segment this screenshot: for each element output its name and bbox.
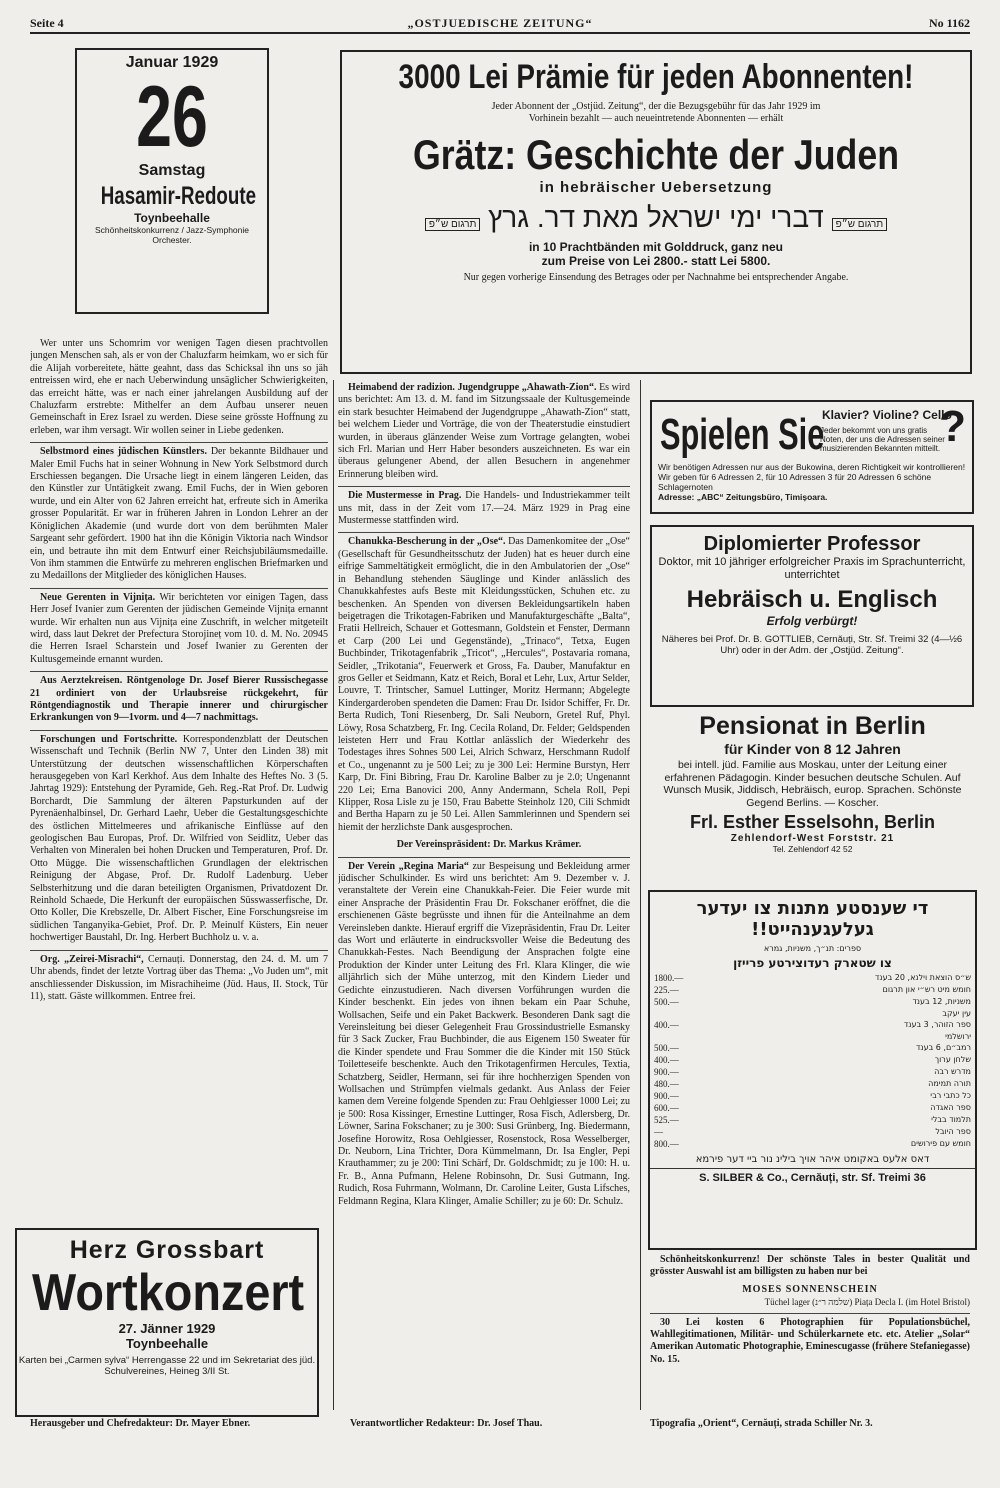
prof-sub: Hebräisch u. Englisch: [686, 586, 938, 613]
price-row: [650, 1114, 975, 1126]
pension-text: bei intell. jüd. Familie aus Moskau, unter der Leitung einer erfahrenen Pädagogin. Kinder besuchen deutsche Schulen. Auf Wunsch Musik, Jiddisch, Hebräisch, europ. Sprachen. Schönste Gegend Berlins. — Koscher.: [663, 759, 962, 809]
calendar-weekday: Samstag: [138, 162, 206, 179]
pensionat-ad: [650, 712, 975, 880]
article: Selbstmord eines jüdischen Künstlers. Der bekannte Bildhauer und Maler Emil Fuchs hat in seiner Wohnung in New York Selbstmord durch Erschiessen begangen. Die Ursache liegt in einem längeren Leiden, das den Künstler zur Untätigkeit zwang. Emil Fuchs, der in Wien geboren wurde, und ein Alter von 62 Jahren erreicht hat, erfreute sich in Amerika grosser Popularität. Er war in früheren Jahren in London Lehrer an der Königlichen Akademie (und wurde dort von dem berühmten Maler Sargeant sehr gefördert. 1900 hat ihn die Königin Viktoria nach Windsor ein, und betraute ihn mit dem Entwurf einer Reichsjubiläumsmedaille. Von ihm stammen die Entwürfe zu mehreren englischen Briefmarken und zu Medaillons der Mitglieder des königlichen Hauses.: [30, 442, 328, 582]
calendar-venue: Toynbeehalle: [134, 211, 210, 225]
prof-text: Doktor, mit 10 jähriger erfolgreicher Praxis im Sprachunterricht, unterrichtet: [658, 556, 966, 581]
row-price: 500.—: [654, 997, 679, 1007]
hebrew-books-ad: [648, 890, 977, 1250]
footer-editor: Verantwortlicher Redakteur: Dr. Josef Thau.: [350, 1418, 543, 1429]
graetz-subtitle: in hebräischer Uebersetzung: [539, 179, 773, 196]
spielen-big: Spielen Sie: [660, 410, 825, 459]
row-price: 400.—: [654, 1020, 679, 1030]
row-price: 500.—: [654, 1043, 679, 1053]
herz-name: Herz Grossbart: [69, 1236, 265, 1264]
column-divider-1: [333, 380, 334, 1410]
price-row: [650, 1042, 975, 1054]
row-price: 900.—: [654, 1067, 679, 1077]
row-price: 400.—: [654, 1055, 679, 1065]
heb-line: ספרים: תנ״ך, משניות, גמרא: [763, 944, 862, 953]
graetz-title: Grätz: Geschichte der Juden: [412, 131, 900, 178]
price-row: [650, 1090, 975, 1102]
row-title: מדרש רבה: [934, 1067, 971, 1076]
article: 30 Lei kosten 6 Photographien für Populationsbüchel, Wahllegitimationen, Militär- und Schülerkarnete etc. etc. Atelier „Solar“ Amerikan Automatic Photographie, Eminescugasse (frühere Stefaniegasse) No. 15.: [650, 1313, 970, 1367]
article: Forschungen und Fortschritte. Korrespondenzblatt der Deutschen Wissenschaft und Technik (Berlin NW 7, Unter den Linden 38) mit Unterstützung der deutschen wissenschaftlichen Körperschaften herausgegeben von Karl Kerkhof. Aus dem Inhalte des Heftes No. 3 (5. Jahrtag 1929): Entstehung der Pyramide, Geh. Reg.-Rat Prof. Dr. Ludwig Borchardt, Die Sammlung der älteren Papsturkunden auf der Pyrenäenhalbinsel, Dr. Gerhard Laehr, Ueber die Gestaltungsgeschichte des östlichen Mittelmeeres und afrikanische Einflüsse auf den geologischen Bau Europas, Prof. Dr. Wilfried von Seidlitz, Ueber das Verhalten von Mineralen bei hohen Drucken und Temperaturen, Prof. Dr. Otto Mügge. Die wissenschaftlichen Grundlagen der elektrischen Reinigung der Abgase, Prof. Dr. Rudolf Ladenburg. Ueber Selbsterhitzung und die daran beteiligten Organismen, Privatdozent Dr. Reinhold Schaede, Die Herkunft der europäischen Süsswasserfische, Dr. Otto Koller, Die Krebszelle, Dr. Albert Fischer, Eine Forschungsreise im südlichen Tanganyika-Gebiet, Prof. Dr. P. Meinulf Küsters, Ein neuer hochwertiger Baustahl, Dr. Ing. Herbert Buchholz u. v. a.: [30, 730, 328, 945]
graetz-headline: 3000 Lei Prämie für jeden Abonnenten!: [398, 58, 914, 96]
heb-head2: געלעגענהייט!!: [751, 919, 874, 940]
row-title: חומש עם פירושים: [910, 1139, 971, 1148]
row-price: [650, 1008, 698, 1019]
graetz-text: Jeder Abonnent der „Ostjüd. Zeitung“, der die Bezugsgebühr für das Jahr 1929 im Vorhinein bezahlt — auch neueintretende Abonnenten — erhält: [491, 101, 821, 124]
row-title: ספר היובל: [935, 1127, 971, 1136]
price-row: [650, 1054, 975, 1066]
price-row: [650, 1078, 975, 1090]
article: Heimabend der radizion. Jugendgruppe „Ahawath-Zion“. Es wird uns berichtet: Am 13. d. M. fand im Sitzungssaale der Kultusgemeinde ein stark besuchter Heimabend der Jugendgruppe „Ahawath-Zion“ statt, bei welchem Lieder und Vorträge, die von der Theaterstudie einstudiert wurden, in überaus glänzender Weise zum Vortrage gelangten, wobei sich Frl. Marian und Herr Haber besonders auszeichneten. Es war ein überaus gelungener Abend, der allen Besuchern in angenehmer Erinnerung bleiben wird.: [338, 382, 630, 480]
calendar-day: 26: [136, 69, 208, 165]
price-table: [650, 972, 975, 1150]
row-title: עין יעקב: [942, 1009, 971, 1018]
price-row: [650, 996, 975, 1008]
article: Schönheitskonkurrenz! Der schönste Tales in bester Qualität und grösster Auswahl ist am billigsten zu haben nur bei: [650, 1254, 970, 1278]
page-header: [30, 12, 970, 32]
price-row: [650, 1066, 975, 1078]
row-title: רמב״ם, 6 בענד: [916, 1043, 971, 1052]
price-row: [650, 984, 975, 996]
professor-ad: [650, 525, 974, 707]
spielen-ask: Klavier? Violine? Cello: [822, 408, 952, 422]
calendar-month: Januar 1929: [125, 54, 219, 71]
herz-grossbart-ad: [15, 1228, 319, 1417]
row-title: ש״ס הוצאת וילנא, 20 בענד: [875, 973, 971, 982]
graetz-small: Nur gegen vorherige Einsendung des Betrages oder per Nachnahme bei entsprechender Angabe.: [463, 272, 849, 283]
graetz-hebrew: [342, 202, 970, 234]
footer-printer: Tipografia „Orient“, Cernăuți, strada Schiller Nr. 3.: [650, 1418, 873, 1429]
article: Org. „Zeirei-Misrachi“, Cernauți. Donnerstag, den 24. d. M. um 7 Uhr abends, findet der letzte Vortrag über das Thema: „Vo Juden um“, mit anschliessender Diskussion, im Misrachiheime (Jüd. Haus, II. Stock, Tür 11), statt. Gäste willkommen. Entree frei.: [30, 950, 328, 1004]
article: Der Verein „Regina Maria“ zur Bespeisung und Bekleidung armer jüdischer Schulkinder. Es wird uns berichtet: Am 9. Dezember v. J. veranstaltete der Verein eine Chanukkah-Feier. Die Feier wurde mit einer Ansprache der Präsidentin Frau Dr. Fokschaner eröffnet, die die erschienenen Gäste begrüsste und ihnen für die Anteilnahme an dem Vereinsleben dankte. Hierauf ergriff die Vizepräsidentin, Frau Dr. Leiter das Wort und erläuterte in eindrucksvoller Weise die Bedeutung des Chanukkah-Festes. Nach Beendigung der Ansprachen folgte eine Produktion der Kinder unter Leitung des Frl. Klara Klinger, die wie alljährlich sich der Mühe unterzog, mit den Kindern Lieder und Gedichte einzustudieren. Nach diversen Vorführungen wurden die Kinder beschenkt. Ein jedes von ihnen bekam ein Paar Schuhe, Wollsachen, Seife und ein Paket Backwerk. Besonderen Dank sagt die Vereinsleitung bei dieser Gelegenheit Frau Grossindustrielle Esmansky für 3 Sack Zucker, Frau Buchbinder, die aus Eigenem 150 Sweater für die Kinder spendete und Frau Sommer die die Kinder mit 150 Stück Toiletteseife beschenkte. Auch den Trikotagenfirmen Hercules, Textia, Schatzberg, Seidler, Hermann, sei für ihre hochherzigen Spenden von Wollsachen und Strümpfen vielmals gedankt. Aus Anlass der Feier kamen dem Vereine folgende Spenden zu: Frau Oehlgiesser 1000 Lei; zu je 500: Rosa Kissinger, Ernestine Luttinger, Rosa Fisch, Adlersberg, Dr. Löwner, Sarina Fokschaner; zu je 300: Susi Grünberg, Ing. Biedermann, Josefine Horowitz, Rosa Oehlgiesser, Rosenstock, Rosa Wesselberger, Dr. Neuborn, Lina Trichter, Dora Kümmelmann, Dr. Isa Engler, Pepi Krauthammer; zu je 200: Tini Schärf, Dr. Goldschmidt; zu je 100: H. u. Fr. B., Anna Pufmann, Helene Robinsohn, Dr. Susi Gutmann, Ing. Rudich, Rosa Fuhrmann, Wolmann, Dr. Caroline Leiter, Gusta Lifsches, Feldmann Regina, Klara Klinger, Amalie Schiller; zu je 60: Dr. Schulz.: [338, 857, 630, 1208]
row-price: 1800.—: [654, 973, 684, 983]
article: Wer unter uns Schomrim vor wenigen Tagen diesen prachtvollen jungen Menschen sah, als er von der Chaluzfarm heimkam, wo er sich für die Alijah vorbereitete, hätte geahnt, dass das Schicksal ihn uns so jäh entreissen wird, ehe er nach Ueberwindung unsäglicher Schwierigkeiten, das erreicht hätte, was er nach einer jahrelangen Ausbildung auf der Chaluzfarm erstrebte: Mithelfer an dem Aufbau unserer neuen Gemeinschaft in Erez Israel zu werden. Diese seine grösste Hoffnung zu erleben, war ihm versagt. Wir wollen seiner in Liebe gedenken.: [30, 338, 328, 436]
row-title: תורה תמימה: [928, 1079, 971, 1088]
graetz-price: zum Preise von Lei 2800.- statt Lei 5800.: [541, 254, 771, 268]
price-row: [650, 1138, 975, 1150]
row-title: כל כתבי רבי: [930, 1091, 971, 1100]
pension-address: Zehlendorf-West Forststr. 21: [730, 833, 895, 844]
column-3-bottom: [650, 1254, 970, 1371]
price-row: [650, 1126, 975, 1138]
price-row: [650, 1019, 975, 1031]
row-price: —: [654, 1127, 663, 1137]
footer-publisher: Herausgeber und Chefredakteur: Dr. Mayer Ebner.: [30, 1418, 251, 1429]
graetz-tag-left: תרגום ש״פ: [425, 218, 481, 231]
prof-address: Näheres bei Prof. Dr. B. GOTTLIEB, Cernăuți, Str. Sf. Treimi 32 (4—½6 Uhr) oder in der Adm. der „Ostjüd. Zeitung“.: [661, 634, 963, 656]
row-price: 525.—: [654, 1115, 679, 1125]
calendar-note: Schönheitskonkurrenz / Jazz-Symphonie Orchester.: [94, 225, 250, 245]
prof-erfolg: Erfolg verbürgt!: [766, 614, 858, 628]
row-price: 480.—: [654, 1079, 679, 1089]
heb-head: די שענסטע מתנות צו יעדער: [696, 898, 929, 919]
price-row: [650, 1008, 975, 1019]
spielen-address: Adresse: „ABC“ Zeitungsbüro, Timișoara.: [658, 492, 828, 502]
row-price: 900.—: [654, 1091, 679, 1101]
pension-head: Pensionat in Berlin: [699, 712, 926, 740]
row-price: 225.—: [654, 985, 679, 995]
signature: Der Vereinspräsident: Dr. Markus Krämer.: [396, 839, 582, 851]
row-price: 600.—: [654, 1103, 679, 1113]
graetz-tag-right: תרגום ש״פ: [832, 218, 888, 231]
calendar-ad: [75, 48, 269, 314]
moses-sub: Tüchel lager (שלמה ר״נ) Piața Decla I. (im Hotel Bristol): [764, 1297, 970, 1308]
price-row: [650, 972, 975, 984]
graetz-ad: [340, 50, 972, 374]
heb-sub: צו שטארק רעדוצירטע פרייזן: [733, 956, 892, 970]
issue-number: No 1162: [928, 16, 970, 30]
row-price: [650, 1031, 698, 1042]
paper-name: „OSTJUEDISCHE ZEITUNG“: [407, 16, 593, 30]
price-row: [650, 1031, 975, 1042]
heb-foot: S. SILBER & Co., Cernăuți, str. Sf. Treimi 36: [650, 1168, 975, 1184]
herz-date: 27. Jänner 1929: [118, 1321, 216, 1336]
article: Neue Gerenten in Vijnița. Wir berichteten vor einigen Tagen, dass Herr Josef Ivanier zum Gerenten der jüdischen Gemeinde Vijnița ernannt wurde. Wir erhalten nun aus Vijnița eine Zuschrift, in welcher mitgeteilt wird, dass laut Dekret der Prefectura Storojineț vom 10. d. M. No. 20945 die Herren Israel Scharstein und Josef Iwanier zu Gerenten der Kultusgemeinde ernannt wurden.: [30, 588, 328, 666]
herz-note: Karten bei „Carmen sylva“ Herrengasse 22 und im Sekretariat des jüd. Schulvereines, Heineg 3/II St.: [18, 1355, 316, 1377]
row-title: תלמוד בבלי: [931, 1115, 971, 1124]
row-title: שלחן ערוך: [934, 1055, 971, 1064]
spielen-foot: Wir benötigen Adressen nur aus der Bukowina, deren Richtigkeit wir kontrollieren! Wir geben für 6 Adressen 2, für 10 Adressen 3 für 20 Adressen 6 schöne Schlagernoten Adresse: „ABC“ Zeitungsbüro, Timișoara.: [658, 462, 966, 502]
herz-venue: Toynbeehalle: [125, 1336, 209, 1351]
column-divider-2: [640, 380, 641, 1410]
row-price: 800.—: [654, 1139, 679, 1149]
row-title: משניות, 12 בענד: [912, 997, 971, 1006]
article: Chanukka-Bescherung in der „Ose“. Das Damenkomitee der „Ose“ (Gesellschaft für Gesundheitsschutz der Juden) hat es heuer durch eine eifrige Sammeltätigkeit ermöglicht, die in den Ambulatorien der „Ose“ in Behandlung stehenden Säuglinge und Kinder anlässlich des Chanukkahfestes aufs Beste mit Kleidungsstücken, Schuhen etc. zu beschenken. An Spenden von diversen Bekleidungsartikeln haben beigetragen die Trikotagen-Fabriken und Manufakturgeschäfte „Balta“, Fratii Hellreich, Schauer et Gottesmann, Goldstein et Fenster, Dermann et Carp (200 Lei und Gegenstände), „Trinaco“, Tetxa, Eugen Buchbinder, Trikotagenfabrik „Tricot“, „Hercules“, Postavaria romana, Seidler, „Trikotania“, Feuerwerk et Gross, Fa. Dauber, Manufaktur en gros Geller et Seidmann, Katz et Reich, Boral et Lehr, Lux, Artur Selder, Louvre, T. Trintscher, Samuel Luttinger, Moritz Hermann; Abgelegte Kindergarderoben spendeten die Damen: Frau Dr. Isidor Schiffer, Fr. Dr. Berta Rudich, Toni Riesenberg, Dr. Sali Neuborn, Gretel Ruf, Phyl. Löwy, Rosa Schatzberg, Fr. Ing. Cecila Roland, Dr. Felder; Geldspenden leisteten Herr und Frau Kottlar anlässlich der Wiederkehr des Todestages ihres Sohnes 500 Lei, Alrich Schwarz, Herschmann Rudolf et Co., ungenannt zu je 500 Lei; zu je 300 Lei: Hermine Burstyn, Herr Karp, Dr. Fini Bibring, Frau Dr. Karoline Balber zu je 2.0; Ungenannt 220 Lei; Erna Banovici 200, Anny Andermann, Schela Roll, Pepi Klipper, Rosa Lisle zu je 150, Frau Babette Steinholz 120, Cili Schmidt and Bertha Haparn zu je 50 Lei. Allen Sammlerinnen und Spendern sei hiemit der herzlichste Dank ausgesprochen.: [338, 532, 630, 834]
graetz-hebrew-title: דברי ימי ישראל מאת דר. גרץ: [488, 202, 824, 233]
column-1: [30, 338, 328, 1223]
row-title: ספר האגדה: [930, 1103, 971, 1112]
pension-name: Frl. Esther Esselsohn, Berlin: [689, 812, 936, 832]
column-2: [338, 382, 630, 1412]
article: Aus Aerztekreisen. Röntgenologe Dr. Josef Bierer Russischegasse 21 ordiniert von der Urlaubsreise rückgekehrt, für Röntgendiagnostik und Therapie innerer und chirurgischer Erkrankungen von 9—1vorm. und 4—7 nachmittags.: [30, 671, 328, 725]
spielen-text: Jeder bekommt von uns gratis Noten, der uns die Adressen seiner musizierenden Bekannten mitteilt.: [820, 426, 945, 453]
graetz-volumes: in 10 Prachtbänden mit Golddruck, ganz neu: [528, 240, 784, 254]
header-rule: [30, 32, 970, 34]
row-title: ירושלמי: [945, 1032, 971, 1041]
price-row: [650, 1102, 975, 1114]
prof-head: Diplomierter Professor: [703, 533, 921, 555]
pension-sub: für Kinder von 8 12 Jahren: [724, 741, 901, 757]
row-title: חומש מיט רש״י און תרגום: [882, 985, 971, 994]
pension-tel: Tel. Zehlendorf 42 52: [772, 844, 853, 854]
heb-last: דאס אלעס באקומט איהר אויך בילינ נור ביי דער פירמא: [695, 1154, 930, 1165]
herz-title: Wortkonzert: [32, 1264, 305, 1322]
page-number: Seite 4: [30, 16, 64, 30]
moses-name: MOSES SONNENSCHEIN: [742, 1283, 878, 1295]
question-mark: ?: [939, 402, 966, 451]
article: Die Mustermesse in Prag. Die Handels- und Industriekammer teilt uns mit, dass in der Zeit vom 17.—24. März 1929 in Prag eine Mustermesse stattfinden wird.: [338, 486, 630, 527]
calendar-event: Hasamir-Redoute: [100, 182, 256, 210]
row-title: ספר הזוהר, 3 בענד: [903, 1020, 971, 1029]
spielen-ad: [650, 400, 974, 514]
